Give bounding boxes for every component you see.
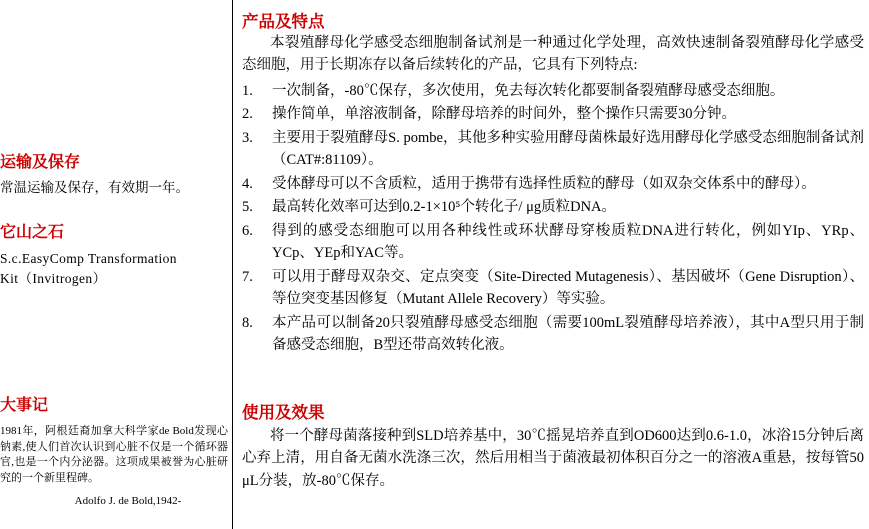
list-item-text: 一次制备，-80℃保存，多次使用，免去每次转化都要制备裂殖酵母感受态细胞。 (272, 83, 785, 99)
events-section (0, 395, 228, 507)
shipping-heading: 运输及保存 (0, 152, 81, 171)
right-column (242, 0, 864, 529)
list-item-number: 5. (242, 199, 253, 216)
list-item-text: 得到的感受态细胞可以用各种线性或环状酵母穿梭质粒DNA进行转化，例如YIp、YRp、YCp、YEp和YAC等。 (272, 222, 864, 262)
ours-product-line-2: Kit（Invitrogen） (0, 271, 107, 287)
list-item-number: 4. (242, 175, 253, 192)
list-item (242, 266, 864, 311)
usage-body: 将一个酵母菌落接种到SLD培养基中，30℃摇晃培养直到OD600达到0.6-1.0，冰浴15分钟后离心弃上清，用自备无菌水洗涤三次，然后用相当于菌液最初体积百分之一的溶液A重悬，按每管50 μL分装，放-80℃保存。 (242, 428, 864, 489)
list-item (242, 312, 864, 357)
column-divider (232, 0, 233, 529)
list-item-text: 主要用于裂殖酵母S. pombe，其他多种实验用酵母菌株最好选用酵母化学感受态细胞制备试剂（CAT#:81109）。 (272, 129, 864, 169)
products-intro: 本裂殖酵母化学感受态细胞制备试剂是一种通过化学处理，高效快速制备裂殖酵母化学感受态细胞，用于长期冻存以备后续转化的产品，它具有下列特点: (242, 35, 864, 74)
list-item (242, 220, 864, 265)
ours-section (0, 222, 226, 290)
list-item-text: 本产品可以制备20只裂殖酵母感受态细胞（需要100mL裂殖酵母培养液），其中A型只用于制备感受态细胞，B型还带高效转化液。 (272, 314, 864, 354)
list-item-number: 1. (242, 83, 253, 99)
list-item (242, 173, 864, 195)
shipping-section (0, 152, 226, 198)
list-item-text: 可以用于酵母双杂交、定点突变（Site-Directed Mutagenesis）、基因破坏（Gene Disruption）、等位突变基因修复（Mutant Allele Recovery）等实验。 (272, 268, 864, 308)
ours-heading: 它山之石 (0, 222, 65, 241)
features-list (242, 80, 864, 358)
list-item-number: 6. (242, 222, 253, 239)
list-item-number: 8. (242, 314, 253, 331)
list-item-text: 受体酵母可以不含质粒，适用于携带有选择性质粒的酵母（如双杂交体系中的酵母）。 (272, 175, 816, 192)
list-item-number: 3. (242, 129, 253, 146)
shipping-body: 常温运输及保存，有效期一年。 (0, 180, 189, 196)
list-item-text: 最高转化效率可达到0.2-1×10⁵个转化子/ μg质粒DNA。 (272, 199, 617, 216)
list-item (242, 196, 864, 218)
usage-heading: 使用及效果 (242, 403, 325, 422)
events-signature: Adolfo J. de Bold,1942- (74, 494, 182, 507)
list-item-text: 操作简单，单溶液制备，除酵母培养的时间外，整个操作只需要30分钟。 (272, 106, 736, 123)
list-item-number: 7. (242, 268, 253, 285)
list-item (242, 103, 864, 125)
products-heading: 产品及特点 (242, 12, 325, 31)
ours-product-line-1: S.c.EasyComp Transformation (0, 251, 177, 267)
list-item (242, 80, 864, 102)
events-heading: 大事记 (0, 395, 49, 414)
left-column (0, 0, 232, 529)
events-body: 1981年，阿根廷裔加拿大科学家de Bold发现心钠素,使人们首次认识到心脏不仅是一个循环器官,也是一个内分泌器。这项成果被誉为心脏研究的一个新里程碑。 (0, 425, 228, 485)
list-item (242, 127, 864, 172)
list-item-number: 2. (242, 106, 253, 123)
